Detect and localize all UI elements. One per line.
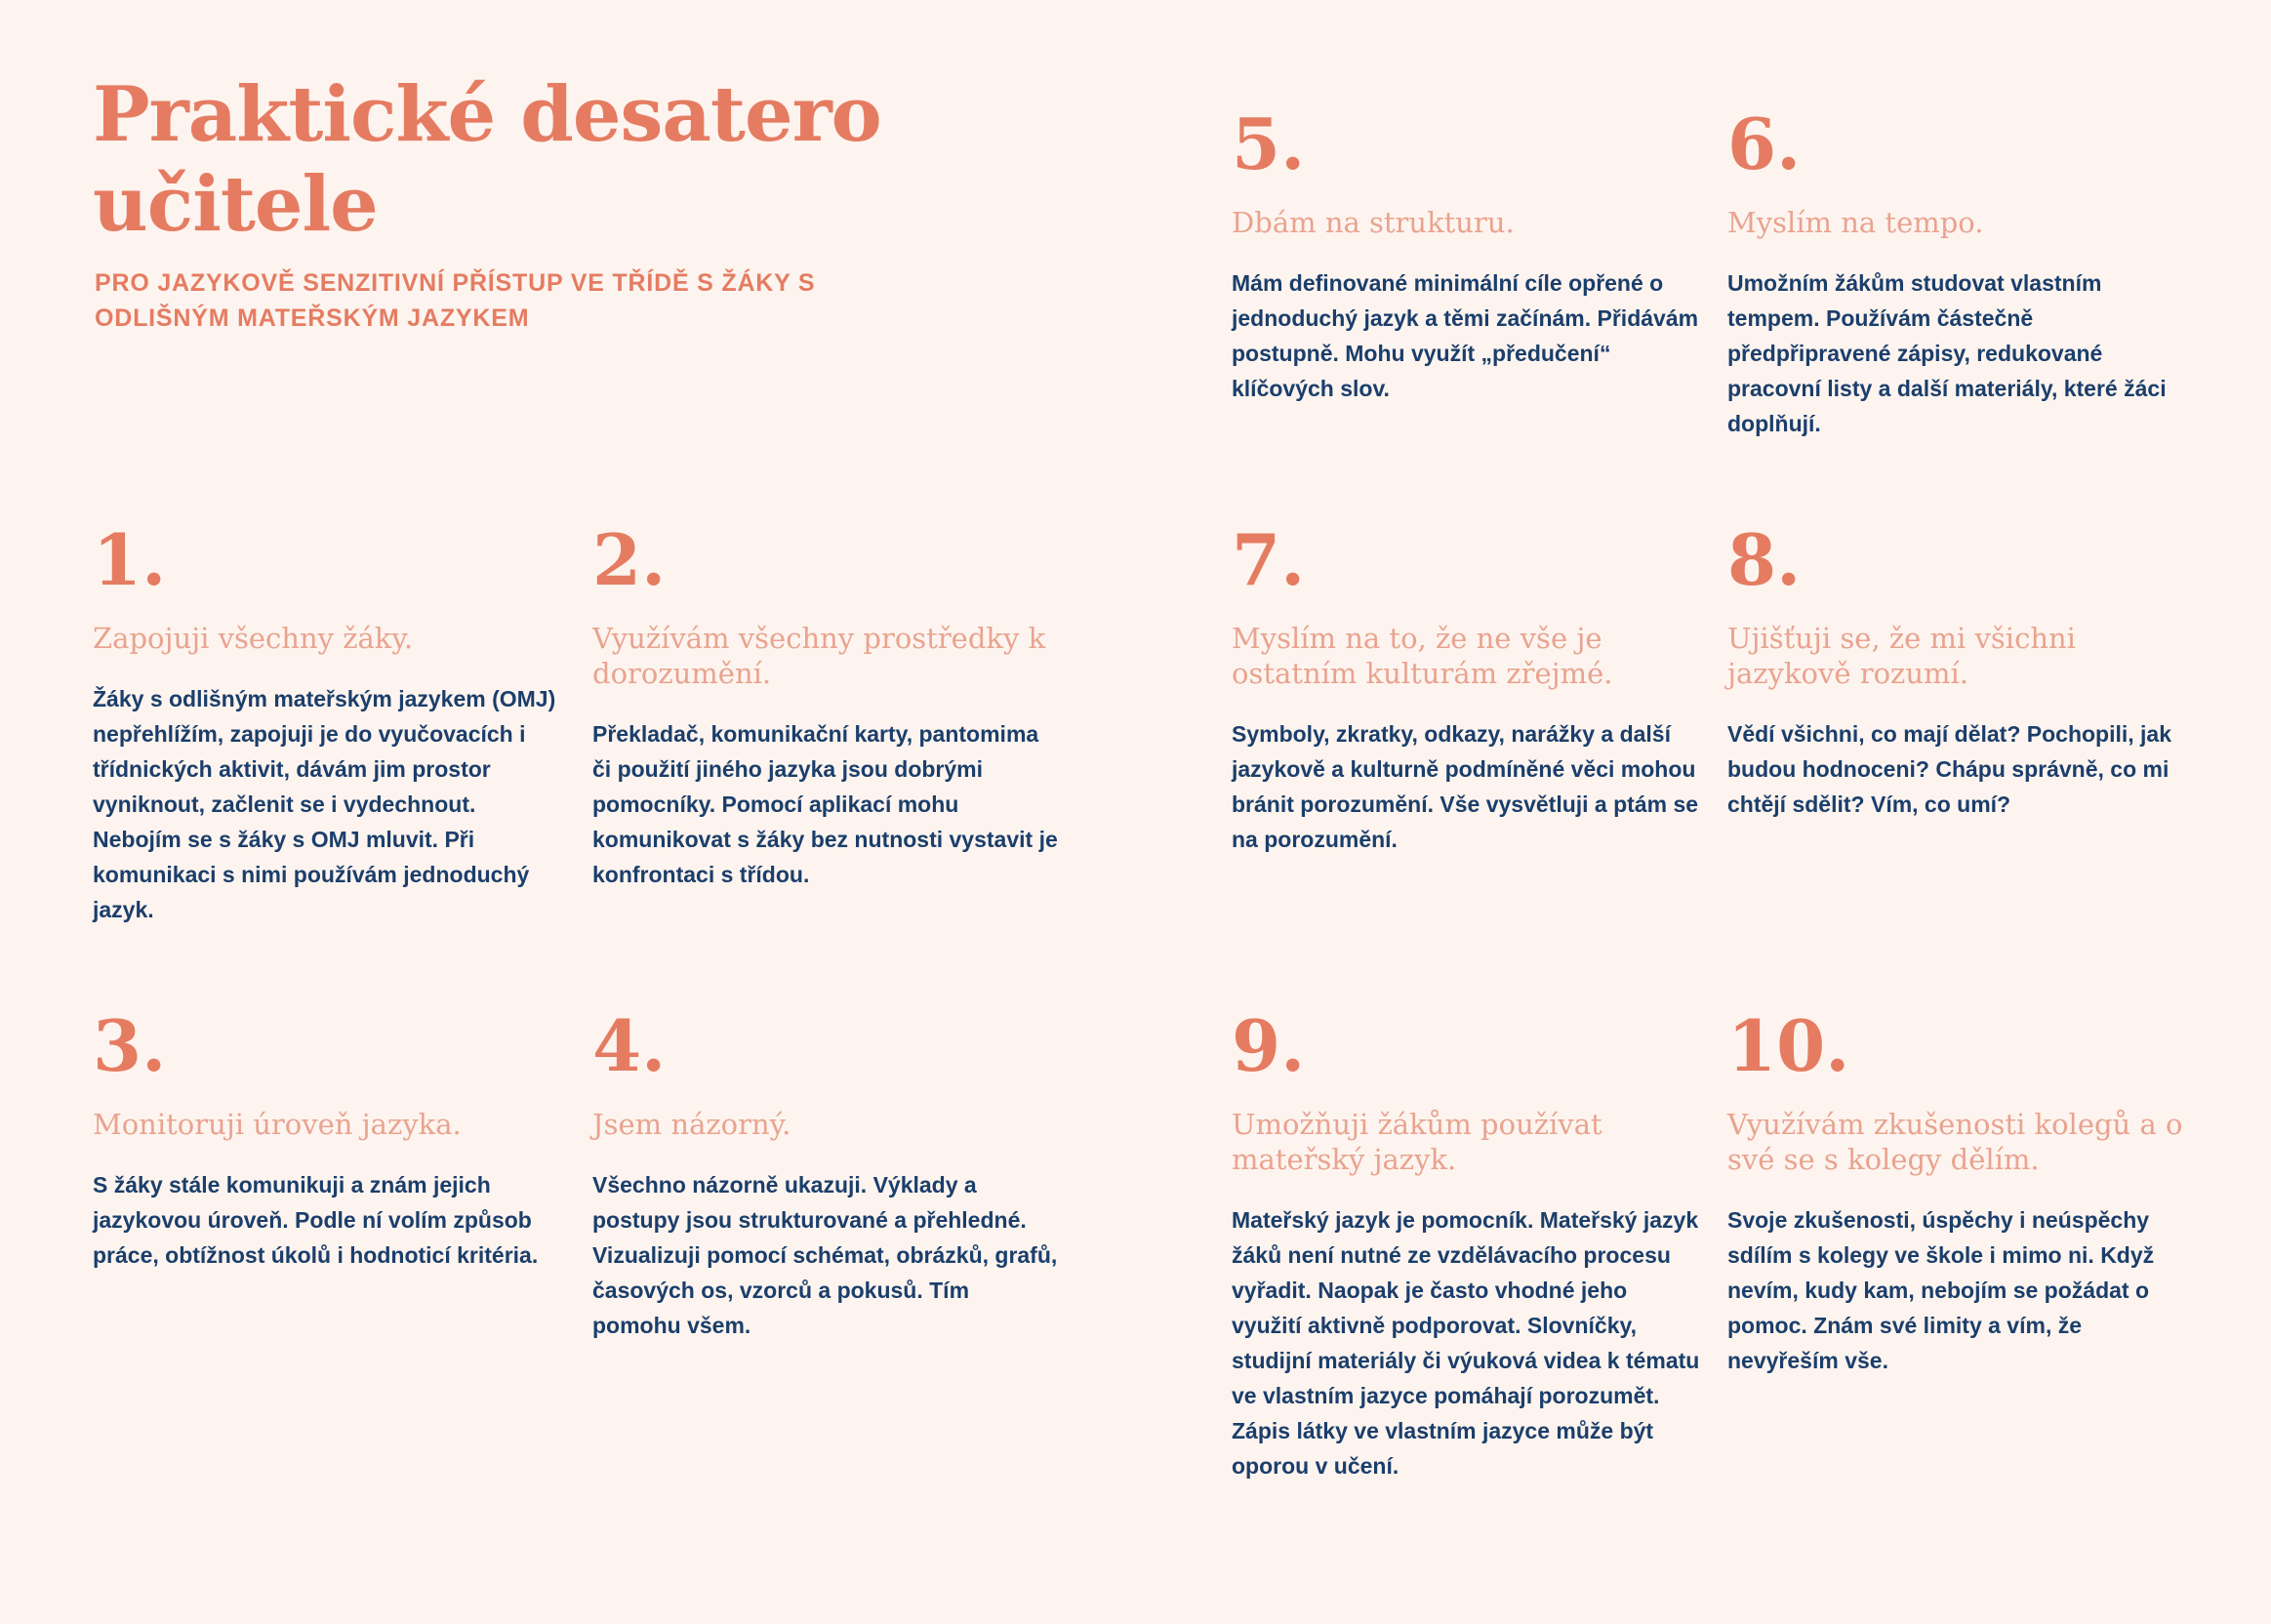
rule-number: 3.	[93, 1004, 167, 1087]
rule-number: 7.	[1232, 518, 1306, 601]
rule-number: 6.	[1727, 102, 1802, 185]
rule-item-4	[592, 1004, 1061, 1343]
rule-item-7	[1232, 518, 1700, 857]
rule-heading: Dbám na strukturu.	[1232, 206, 1515, 239]
rule-body: Mám definované minimální cíle opřené o jednoduchý jazyk a těmi začínám. Přidávám postupně. Mohu využít „předučení“ klíčových slov.	[1232, 270, 1699, 401]
rule-heading: Umožňuji žákům používat mateřský jazyk.	[1232, 1108, 1602, 1176]
rule-heading: Myslím na to, že ne vše je ostatním kulturám zřejmé.	[1232, 622, 1613, 690]
rule-heading: Zapojuji všechny žáky.	[93, 622, 414, 655]
rule-item-2	[592, 518, 1061, 892]
rule-body: Všechno názorně ukazuji. Výklady a postupy jsou strukturované a přehledné. Vizualizuji pomocí schémat, obrázků, grafů, časových os, vzorců a pokusů. Tím pomohu všem.	[592, 1172, 1058, 1338]
rule-heading: Myslím na tempo.	[1727, 206, 1984, 239]
page-title: Praktické desatero učitele	[93, 70, 881, 249]
rule-number: 8.	[1727, 518, 1802, 601]
rule-body: S žáky stále komunikuji a znám jejich jazykovou úroveň. Podle ní volím způsob práce, obtížnost úkolů i hodnoticí kritéria.	[93, 1172, 539, 1268]
rule-item-5	[1232, 102, 1700, 406]
rule-body: Mateřský jazyk je pomocník. Mateřský jazyk žáků není nutné ze vzdělávacího procesu vyřadit. Naopak je často vhodné jeho využití aktivně podporovat. Slovníčky, studijní materiály či výuková videa k tématu ve vlastním jazyce pomáhají porozumět. Zápis látky ve vlastním jazyce může být oporou v učení.	[1232, 1207, 1700, 1479]
rule-heading: Využívám všechny prostředky k dorozumění.	[592, 622, 1046, 690]
rule-number: 4.	[592, 1004, 667, 1087]
rule-number: 9.	[1232, 1004, 1306, 1087]
rule-number: 5.	[1232, 102, 1306, 185]
rule-body: Překladač, komunikační karty, pantomima či použití jiného jazyka jsou dobrými pomocníky. Pomocí aplikací mohu komunikovat s žáky bez nutnosti vystavit je konfrontaci s třídou.	[592, 721, 1058, 887]
rule-item-1	[93, 518, 561, 927]
rule-item-9	[1232, 1004, 1700, 1483]
rule-heading: Jsem názorný.	[592, 1108, 791, 1141]
rule-body: Umožním žákům studovat vlastním tempem. Používám částečně předpřipravené zápisy, redukované pracovní listy a další materiály, které žáci doplňují.	[1727, 270, 2167, 436]
rule-body: Symboly, zkratky, odkazy, narážky a další jazykově a kulturně podmíněné věci mohou bránit porozumění. Vše vysvětluji a ptám se na porozumění.	[1232, 721, 1699, 852]
rule-body: Žáky s odlišným mateřským jazykem (OMJ) nepřehlížím, zapojuji je do vyučovacích i třídnických aktivit, dávám jim prostor vyniknout, začlenit se i vydechnout. Nebojím se s žáky s OMJ mluvit. Při komunikaci s nimi používám jednoduchý jazyk.	[93, 686, 556, 922]
rule-item-8	[1727, 518, 2196, 822]
rule-body: Vědí všichni, co mají dělat? Pochopili, jak budou hodnoceni? Chápu správně, co mi chtějí sdělit? Vím, co umí?	[1727, 721, 2172, 817]
rule-number: 10.	[1727, 1004, 1850, 1087]
rule-item-10	[1727, 1004, 2196, 1378]
rule-number: 1.	[93, 518, 167, 601]
rule-number: 2.	[592, 518, 667, 601]
rule-item-3	[93, 1004, 561, 1273]
rule-heading: Využívám zkušenosti kolegů a o své se s kolegy dělím.	[1727, 1108, 2183, 1176]
rule-item-6	[1727, 102, 2196, 441]
rule-heading: Monitoruji úroveň jazyka.	[93, 1108, 462, 1141]
rule-body: Svoje zkušenosti, úspěchy i neúspěchy sdílím s kolegy ve škole i mimo ni. Když nevím, kudy kam, nebojím se požádat o pomoc. Znám své limity a vím, že nevyřeším vše.	[1727, 1207, 2155, 1373]
page-subtitle: PRO JAZYKOVĚ SENZITIVNÍ PŘÍSTUP VE TŘÍDĚ S ŽÁKY S ODLIŠNÝM MATEŘSKÝM JAZYKEM	[95, 269, 816, 332]
rule-heading: Ujišťuji se, že mi všichni jazykově rozumí.	[1727, 622, 2076, 690]
